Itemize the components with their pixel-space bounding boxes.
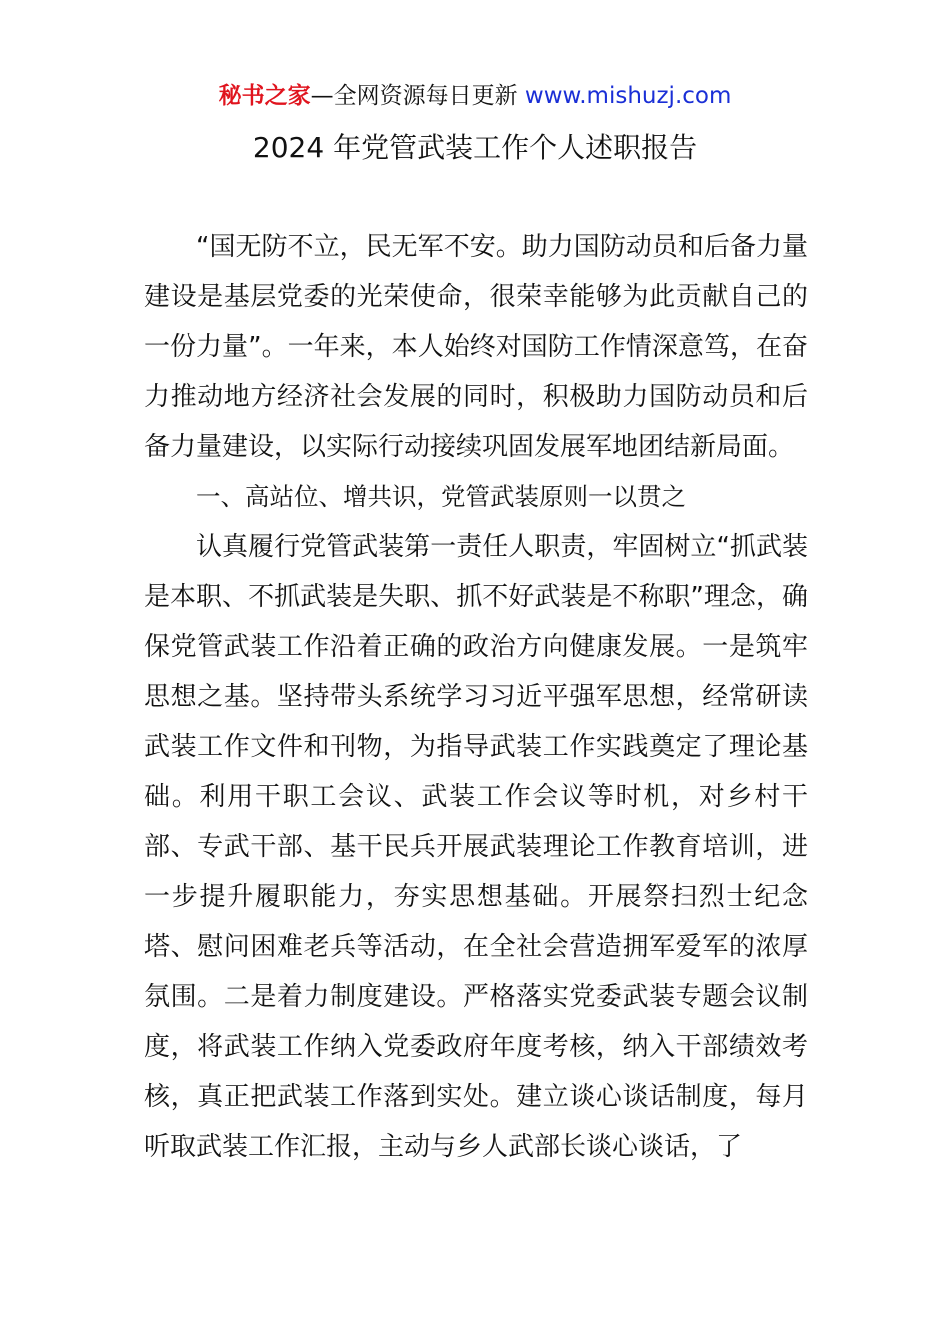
site-header [0,80,950,112]
document-title: 2024 年党管武装工作个人述职报告 [252,131,698,164]
document-body [144,222,808,1172]
intro-paragraph: “国无防不立，民无军不安。助力国防动员和后备力量建设是基层党委的光荣使命，很荣幸能够为此贡献自己的一份力量”。一年来，本人始终对国防工作情深意笃，在奋力推动地方经济社会发展的同时，积极助力国防动员和后备力量建设，以实际行动接续巩固发展军地团结新局面。 [144,232,808,462]
site-brand: 秘书之家 [218,83,311,109]
site-url-link[interactable]: www.mishuzj.com [524,83,732,109]
section-heading: 一、高站位、增共识，党管武装原则一以贯之 [196,482,686,511]
section-paragraph: 认真履行党管武装第一责任人职责，牢固树立“抓武装是本职、不抓武装是失职、抓不好武装是不称职”理念，确保党管武装工作沿着正确的政治方向健康发展。一是筑牢思想之基。坚持带头系统学习习近平强军思想，经常研读武装工作文件和刊物，为指导武装工作实践奠定了理论基础。利用干职工会议、武装工作会议等时机，对乡村干部、专武干部、基干民兵开展武装理论工作教育培训，进一步提升履职能力，夯实思想基础。开展祭扫烈士纪念塔、慰问困难老兵等活动，在全社会营造拥军爱军的浓厚氛围。二是着力制度建设。严格落实党委武装专题会议制度，将武装工作纳入党委政府年度考核，纳入干部绩效考核，真正把武装工作落到实处。建立谈心谈话制度，每月听取武装工作汇报，主动与乡人武部长谈心谈话，了 [144,532,808,1162]
site-tagline: —全网资源每日更新 [310,83,518,109]
